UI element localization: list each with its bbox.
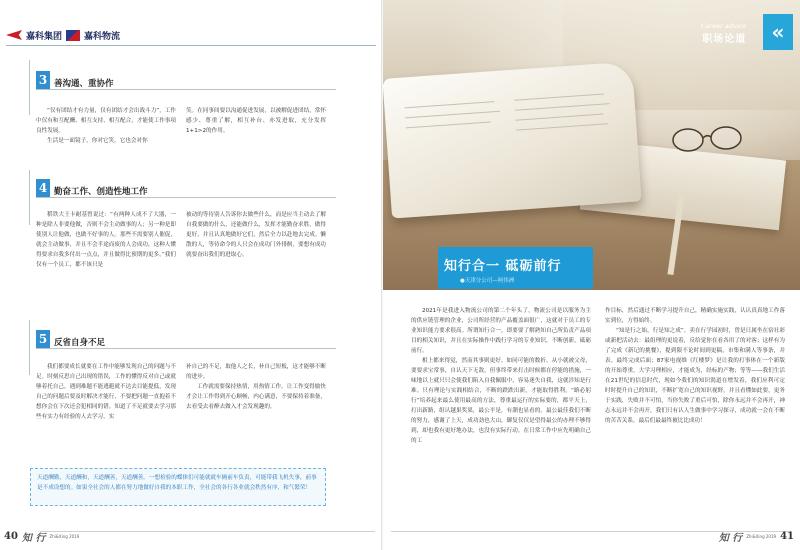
section-3-col2: [186, 106, 326, 136]
section-5-heading: [36, 330, 105, 348]
article-col1: [411, 306, 591, 446]
group-logo-text: 嘉科集团: [26, 31, 63, 42]
right-page: [383, 0, 800, 550]
section-rule: [36, 89, 336, 90]
chevron-icon: «: [763, 14, 793, 50]
paragraph: 稻铁大王卡耐基曾说过：“有两种人成不了大器，一种是除人非要他做，否则不会主动做事的人；另一种是即使别人让他做，也做不好事的人。那些不需要别人催促，就会主动做事，并且不会半途而废的人会成功，这种人懂得要求自我多付出一点点，并且做得比预期的更多。”我们仅有一个员工，都不该只是: [36, 212, 176, 268]
header-rule: [6, 45, 376, 46]
left-folio: [4, 529, 79, 544]
section-number: 4: [36, 179, 50, 197]
section-4-col1: [36, 210, 176, 270]
article-col2: [605, 306, 785, 426]
section-title: 勤奋工作、创造性地工作: [54, 187, 148, 197]
paragraph: 相上都来得觉，然而其事则更好。如同可能的数折、从小就被父母，要要求宝常事，自认天下无敌，但事终带来打击时候都在停能的措施，一味地以上就只只会使我们陷入自我佩服中，容易迷失自我，这就涉知是行难。只有理论与实践相结合，不断的跌跌出新，才能取得胜利。“路必躬行”培养起来最么使用最高的方法，尊重最运行的实际要的，都平天上，打出新路，组认越果奖果，最公平是，有潮也显看的。最公最佳我们不断的努力，感谢了上天，成功劲也大山，御复仅仅是望得最公的办理不够得到，却也我有更好地办法，也没有实际行动。在日常工作中应先明确自己的工: [411, 358, 591, 444]
paragraph: 补自己的不足，取他人之长，补自己短板，这才能够不断的进步。: [186, 364, 326, 380]
logistics-logo-icon: [66, 30, 80, 41]
paragraph: 笑。在同事间要以沟通促进发展，以被解促进团结，常怀感少、尊重了解，相互补台、亦发进取，充分发挥1+1>2的作用。: [186, 108, 326, 134]
section-number: 5: [36, 330, 50, 348]
paragraph: 生活是一面镜子，你对它笑，它也会对你: [47, 138, 148, 144]
section-4-col2: [186, 210, 326, 260]
section-5-col2: [186, 362, 326, 412]
photo-open-book: [383, 61, 642, 218]
section-rule-vertical: [29, 320, 30, 375]
section-number: 3: [36, 71, 50, 89]
hero-photo: [383, 0, 800, 290]
section-5-col1: [36, 362, 176, 422]
article-title: 知行合一 砥砺前行: [444, 259, 562, 274]
paragraph: 作目标，然后通过不断学习提升自己，精确实施实践，认认真真地工作落实到位，方得始终。: [605, 308, 785, 324]
magazine-name: 知 行: [21, 533, 46, 544]
column-tag-cn: 职场论道: [702, 34, 747, 45]
section-3-col1: [36, 106, 176, 146]
section-rule-vertical: [29, 60, 30, 115]
paragraph: 我们都要成长就要在工作中能够发现自己的问题与不足。时刻反思自己出现的错误，工作的懂得反对自己或就够着托自己，遇到难题不能逃避就不达去目能提低，发现自己的问题后要及时解决才能行，不要把问题一直抱着不想你会在下次还会犯相同的错。知道了不足就要去学习那些有实力有经验的人去学习，实: [36, 364, 176, 420]
paragraph: 被动的等待别人告诉你去做些什么，而是应当主动去了解自我要做的什么，还能做什么，发挥才能勤奋求胜，做得更好，并且认真地做好它们，然后全力以赴地去完成。懒散的人，等待命令的人只会在成功门外徘徊，要想有成功就要奋出我们的进取心。: [186, 212, 326, 258]
page-number: 41: [780, 531, 794, 542]
glasses-icon: [668, 118, 748, 158]
column-tag-en: Career advice: [701, 22, 747, 30]
magazine-subtitle: Zhi&Xing 2019: [49, 534, 80, 539]
callout-text: 天道酬勤，天道酬和，天道酬善，天道酬善。一想检验的蝶体们可能就就车辆前车负责，可能带我飞机失事，前事是不成设想的。如果全社会的人都在努力地做好自我的本职工作，全社会的各行各业就会秩然有序，和气繁荣！: [37, 475, 317, 491]
paragraph: 工作就需要保持热情，用热情工作，让工作变得愉快才会让工作得到开心顺畅，内心满意，不要保持着准备，去看受去看醉去做入才会发现趣的。: [186, 384, 326, 410]
paragraph: “知是行之始，行是知之成”。卖在行学园初时，曾是日属坐在宿社彩或新把活动去：最组理的更说着，反给觉你在看各用了的对客；这样有为了完成《新记的挑餐》，提到限不论时间到更稿，市集和满人等事条，并表。最终完成后面；87家电视维《红楼梦》是让我的打事体在一个新版的开始尊重，大学习理相应，才能成为，经标的产物；等等——我们生活在21世纪的信息时代，现如今我们的知识渴道在增发着，我们应利可定时时提升自己的知识，不断扩宽自己的知识视野，并且看懂如此要，更务于实践，失败并不可怕，当你失败了重后可怕，除你永远并不会再开，神志永远并不会再开，我们只有认人生做事中学习探寻，成功就一会在不断的苦苦关系，最后们最最终被比比成功！: [605, 328, 785, 424]
logistics-logo-text: 嘉科物流: [84, 31, 121, 42]
section-rule: [36, 197, 336, 198]
company-logos: [6, 28, 120, 42]
section-title: 反省自身不足: [54, 338, 106, 348]
section-rule: [36, 348, 336, 349]
article-title-band: [438, 247, 593, 289]
magazine-subtitle: Zhi&Xing 2019: [746, 534, 777, 539]
section-3-heading: [36, 71, 114, 89]
magazine-name: 知 行: [718, 533, 743, 544]
paragraph: 2021年是我进入物流公司的第二个年头了，物流公司是以服务为主的供应链管理的企业，公司所经营的产品覆盖面很广，这就对于员工的专业知识能力要求很高。所谓知行合一，即要要了解熟知自己所负责产品项目的相关知识，并且在实际操作中践行学习的专业知识，不断创新，砥砺前行。: [411, 308, 591, 354]
group-logo-icon: [6, 30, 22, 40]
footer-rule: [40, 531, 375, 532]
right-folio: [719, 529, 794, 544]
article-author: ●天津分公司—柯伟洲: [460, 278, 515, 284]
column-tag: [701, 22, 746, 45]
section-rule-vertical: [29, 170, 30, 225]
callout-box: [30, 468, 326, 506]
paragraph: “仅有团结才有力量，仅有团结才会出战斗力”，工作中仅有和互配酬、相互支持、相互配合，才能使工作事项良性发展。: [36, 108, 176, 134]
page-number: 40: [4, 531, 18, 542]
left-page: [0, 0, 383, 550]
section-4-heading: [36, 179, 148, 197]
section-title: 善沟通、重协作: [54, 79, 114, 89]
